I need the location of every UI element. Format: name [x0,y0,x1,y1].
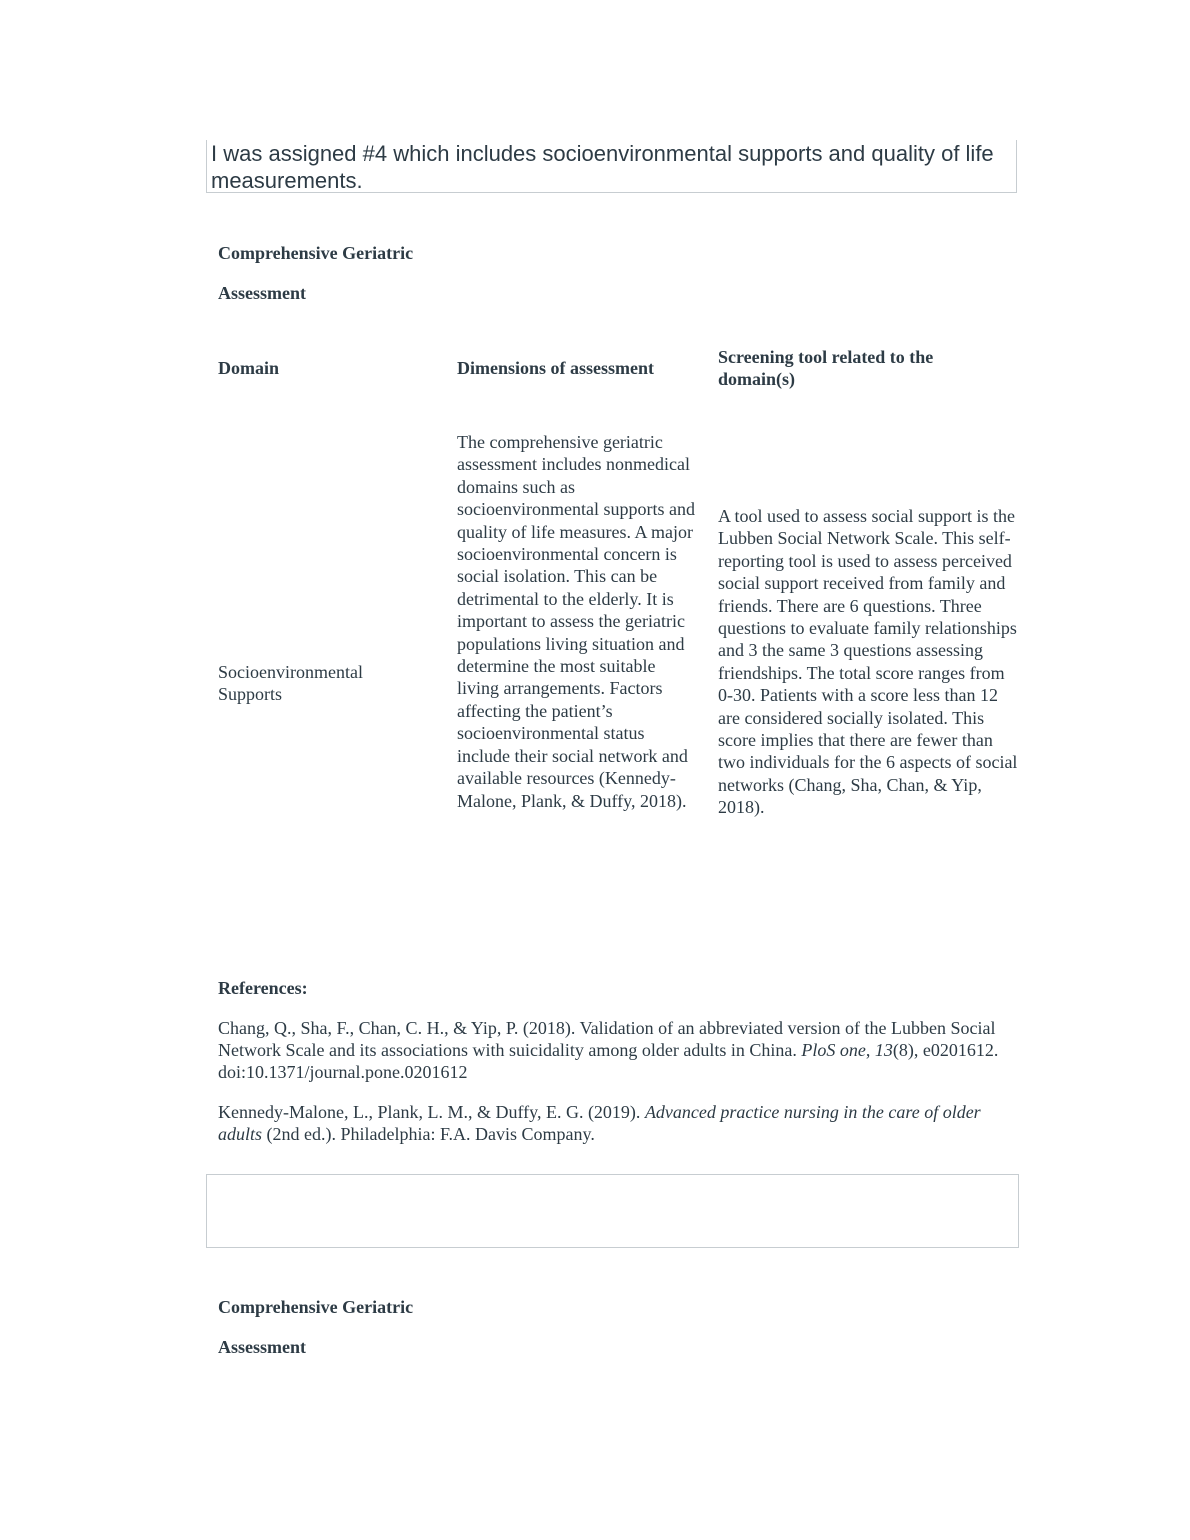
section-title-line2: Assessment [218,283,306,303]
reference-chang-text: Chang, Q., Sha, F., Chan, C. H., & Yip, P. (2018). Validation of an abbreviated version of the Lubben Social Network Scale and its associations with suicidality among older adults in China. [218,1018,996,1060]
reference-kennedy-book: Advanced practice nursing in the care of older adults [218,1102,981,1144]
column-header-domain: Domain [218,358,280,378]
column-header-dimensions: Dimensions of assessment [457,358,655,378]
intro-text: I was assigned #4 which includes socioenvironmental supports and quality of life measurements. [211,141,994,193]
empty-box [206,1174,1019,1248]
reference-kennedy-malone [218,1101,1018,1145]
reference-chang-journal: PloS one [801,1040,866,1060]
intro-text-box [206,140,1017,193]
table-cell-domain: Socioenvironmental Supports [218,662,363,705]
section2-title-line2: Assessment [218,1337,306,1357]
reference-chang-volume: 13 [874,1040,893,1060]
table-cell-screening-tool: A tool used to assess social support is the Lubben Social Network Scale. This self-reporting tool is used to assess perceived social support received from family and friends. There are 6 questions. Three questions to evaluate family relationships and 3 the same 3 questions assessing friendships. The total score ranges from 0-30. Patients with a score less than 12 are considered socially isolated. This score implies that there are fewer than two individuals for the 6 aspects of social networks (Chang, Sha, Chan, & Yip, 2018). [718,506,1018,818]
section2-title-line1: Comprehensive Geriatric [218,1297,414,1317]
reference-chang [218,1017,1018,1083]
section-title-line1: Comprehensive Geriatric [218,243,414,263]
reference-chang-tail: (8), e0201612. doi:10.1371/journal.pone.0201612 [218,1040,999,1082]
column-header-screening-tool: Screening tool related to the domain(s) [718,347,934,389]
table-cell-dimensions: The comprehensive geriatric assessment includes nonmedical domains such as socioenvironmental supports and quality of life measures. A major socioenvironmental concern is social isolation. This can be detrimental to the elderly. It is important to assess the geriatric populations living situation and determine the most suitable living arrangements. Factors affecting the patient’s socioenvironmental status include their social network and available resources (Kennedy-Malone, Plank, & Duffy, 2018). [457,432,695,811]
reference-chang-comma: , [865,1040,875,1060]
reference-kennedy-tail: (2nd ed.). Philadelphia: F.A. Davis Company. [262,1124,595,1144]
references-heading: References: [218,978,308,998]
reference-kennedy-text: Kennedy-Malone, L., Plank, L. M., & Duffy, E. G. (2019). [218,1102,645,1122]
